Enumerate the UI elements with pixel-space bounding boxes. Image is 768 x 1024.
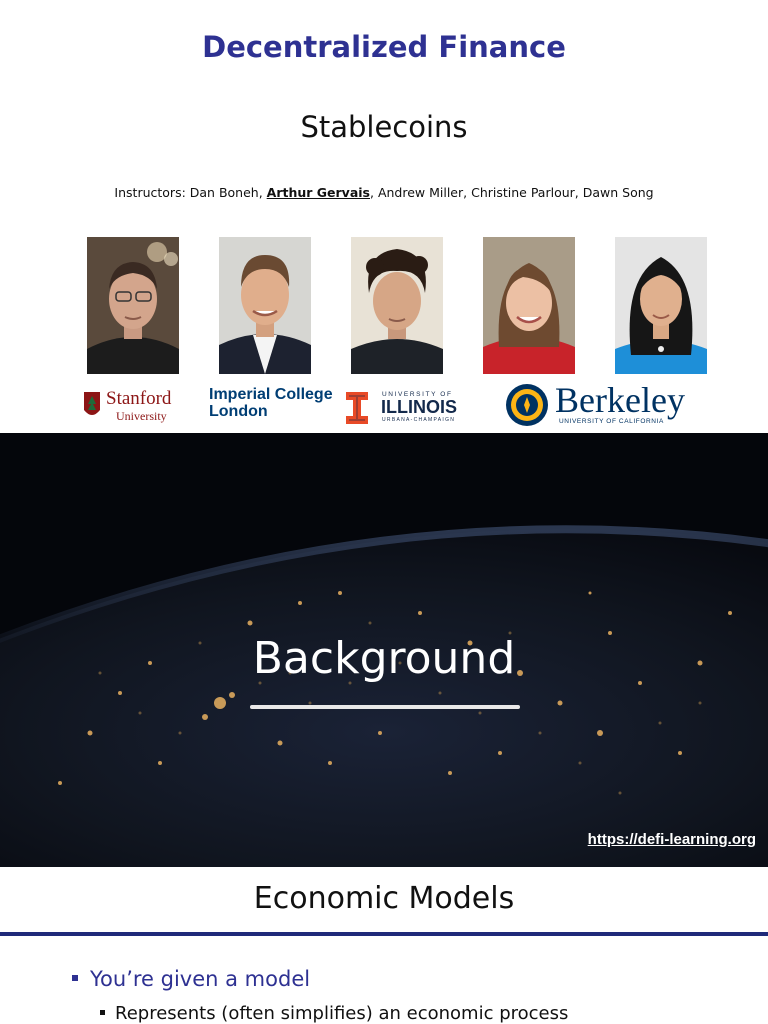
illinois-sub: URBANA-CHAMPAIGN	[382, 417, 456, 423]
instructors-suffix: , Andrew Miller, Christine Parlour, Dawn Song	[370, 185, 654, 200]
illinois-block-i-icon	[346, 392, 368, 424]
instructor-photo-4	[483, 237, 575, 374]
website-link[interactable]: https://defi-learning.org	[587, 831, 756, 848]
stanford-logo	[82, 388, 182, 428]
slide-title: Decentralized Finance	[202, 30, 566, 64]
illinois-name: ILLINOIS	[381, 397, 457, 417]
berkeley-name: Berkeley	[555, 380, 685, 420]
berkeley-logo	[505, 382, 690, 430]
economic-models-title: Economic Models	[253, 881, 515, 916]
bullet-square-icon	[72, 975, 78, 981]
background-title: Background	[252, 633, 516, 684]
slide-subtitle: Stablecoins	[300, 110, 468, 144]
instructor-photo-5	[615, 237, 707, 374]
instructor-highlight: Arthur Gervais	[266, 185, 370, 200]
instructor-photo-1	[87, 237, 179, 374]
bullet-1-text: You’re given a model	[90, 967, 311, 991]
bullet-level-1	[72, 967, 310, 991]
title-underline	[250, 705, 520, 709]
background-slide	[0, 433, 768, 867]
stanford-name: Stanford	[106, 388, 172, 409]
uc-seal-icon	[505, 383, 549, 427]
instructors-prefix: Instructors: Dan Boneh,	[114, 185, 267, 200]
title-slide	[0, 0, 768, 433]
title-divider	[0, 932, 768, 936]
imperial-line2: London	[209, 403, 268, 420]
bullet-2-text: Represents (often simplifies) an economic process	[115, 1003, 569, 1024]
bullet-square-icon	[100, 1010, 105, 1015]
berkeley-sub: UNIVERSITY OF CALIFORNIA	[559, 418, 664, 425]
bullet-level-2	[100, 1003, 568, 1024]
imperial-logo	[209, 386, 339, 426]
stanford-sub: University	[116, 409, 167, 423]
instructor-photo-2	[219, 237, 311, 374]
instructor-photo-3	[351, 237, 443, 374]
illinois-logo	[346, 390, 466, 426]
instructors-line	[0, 185, 768, 200]
economic-models-slide	[0, 867, 768, 1024]
illinois-top: UNIVERSITY OF	[382, 391, 453, 398]
imperial-line1: Imperial College	[209, 386, 333, 403]
